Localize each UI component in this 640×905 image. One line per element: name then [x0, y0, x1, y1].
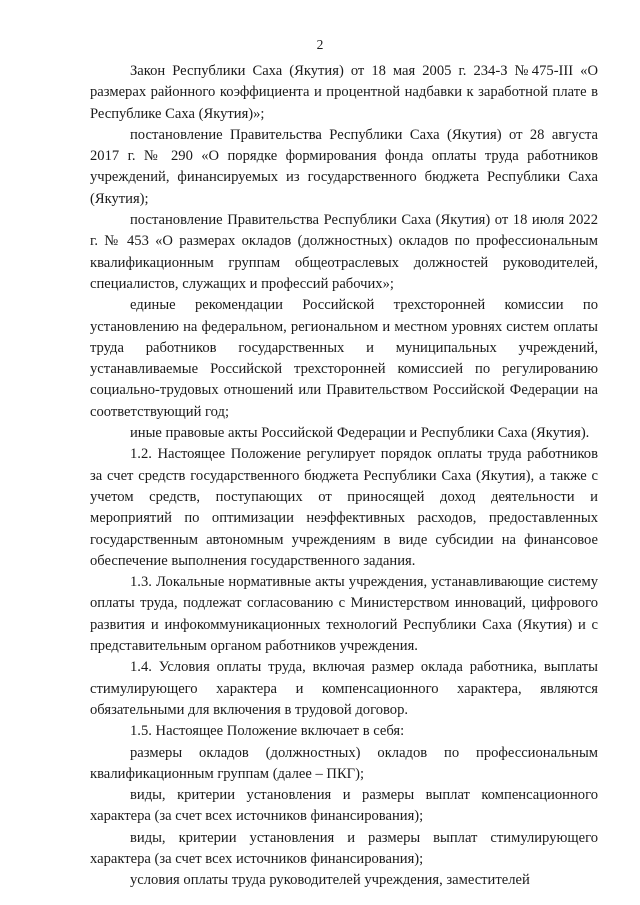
paragraph-resolution-290: постановление Правительства Республики Саха (Якутия) от 28 августа 2017 г. № 290 «О порядке формирования фонда оплаты труда работников учреждений, финансируемых из государственного бюджета Республики Саха (Якутия); [90, 126, 598, 207]
paragraph-tripartite-recommendations: единые рекомендации Российской трехсторонней комиссии по установлению на федеральном, региональном и местном уровнях систем оплаты труда работников государственных и муниципальных учреждений, устанавливаемые Российской трехсторонней комиссией по регулированию социально-трудовых отношений или Правительством Российской Федерации на соответствующий год; [90, 297, 598, 420]
paragraph-other-acts: иные правовые акты Российской Федерации и Республики Саха (Якутия). [130, 425, 590, 442]
paragraph-incentive-payments: виды, критерии установления и размеры выплат стимулирующего характера (за счет всех источников финансирования); [90, 829, 598, 867]
paragraph-compensation-payments: виды, критерии установления и размеры выплат компенсационного характера (за счет всех источников финансирования); [90, 787, 598, 825]
paragraph-section-1-2: 1.2. Настоящее Положение регулирует порядок оплаты труда работников за счет средств государственного бюджета Республики Саха (Якутия), а также с учетом средств, поступающих от приносящей доход деятельности и мероприятий по оптимизации неэффективных расходов, предоставленных государственным автономным учреждениям в виде субсидии на финансовое обеспечение выполнения государственного задания. [90, 446, 598, 569]
paragraph-resolution-453: постановление Правительства Республики Саха (Якутия) от 18 июля 2022 г. № 453 «О размерах окладов (должностных) окладов по профессиональным квалификационным группам общеотраслевых должностей руководителей, специалистов, служащих и профессий рабочих»; [90, 212, 598, 292]
paragraph-section-1-3: 1.3. Локальные нормативные акты учреждения, устанавливающие систему оплаты труда, подлежат согласованию с Министерством инноваций, цифрового развития и инфокоммуникационных технологий Республики Саха (Якутия) и с представительным органом работников учреждения. [90, 574, 598, 655]
paragraph-section-1-5: 1.5. Настоящее Положение включает в себя: [130, 723, 405, 740]
paragraph-salary-sizes: размеры окладов (должностных) окладов по профессиональным квалификационным группам (далее – ПКГ); [90, 744, 598, 782]
paragraph-law-regional-coefficient: Закон Республики Саха (Якутия) от 18 мая 2005 г. 234-З №475-III «О размерах районного коэффициента и процентной надбавки к заработной плате в Республике Саха (Якутия)»; [90, 63, 598, 122]
page-number: 2 [316, 37, 324, 52]
document-body [90, 61, 598, 892]
paragraph-section-1-4: 1.4. Условия оплаты труда, включая размер оклада работника, выплаты стимулирующего характера и компенсационного характера, являются обязательными для включения в трудовой договор. [90, 659, 598, 718]
paragraph-managers-conditions: условия оплаты труда руководителей учреждения, заместителей [130, 872, 530, 889]
